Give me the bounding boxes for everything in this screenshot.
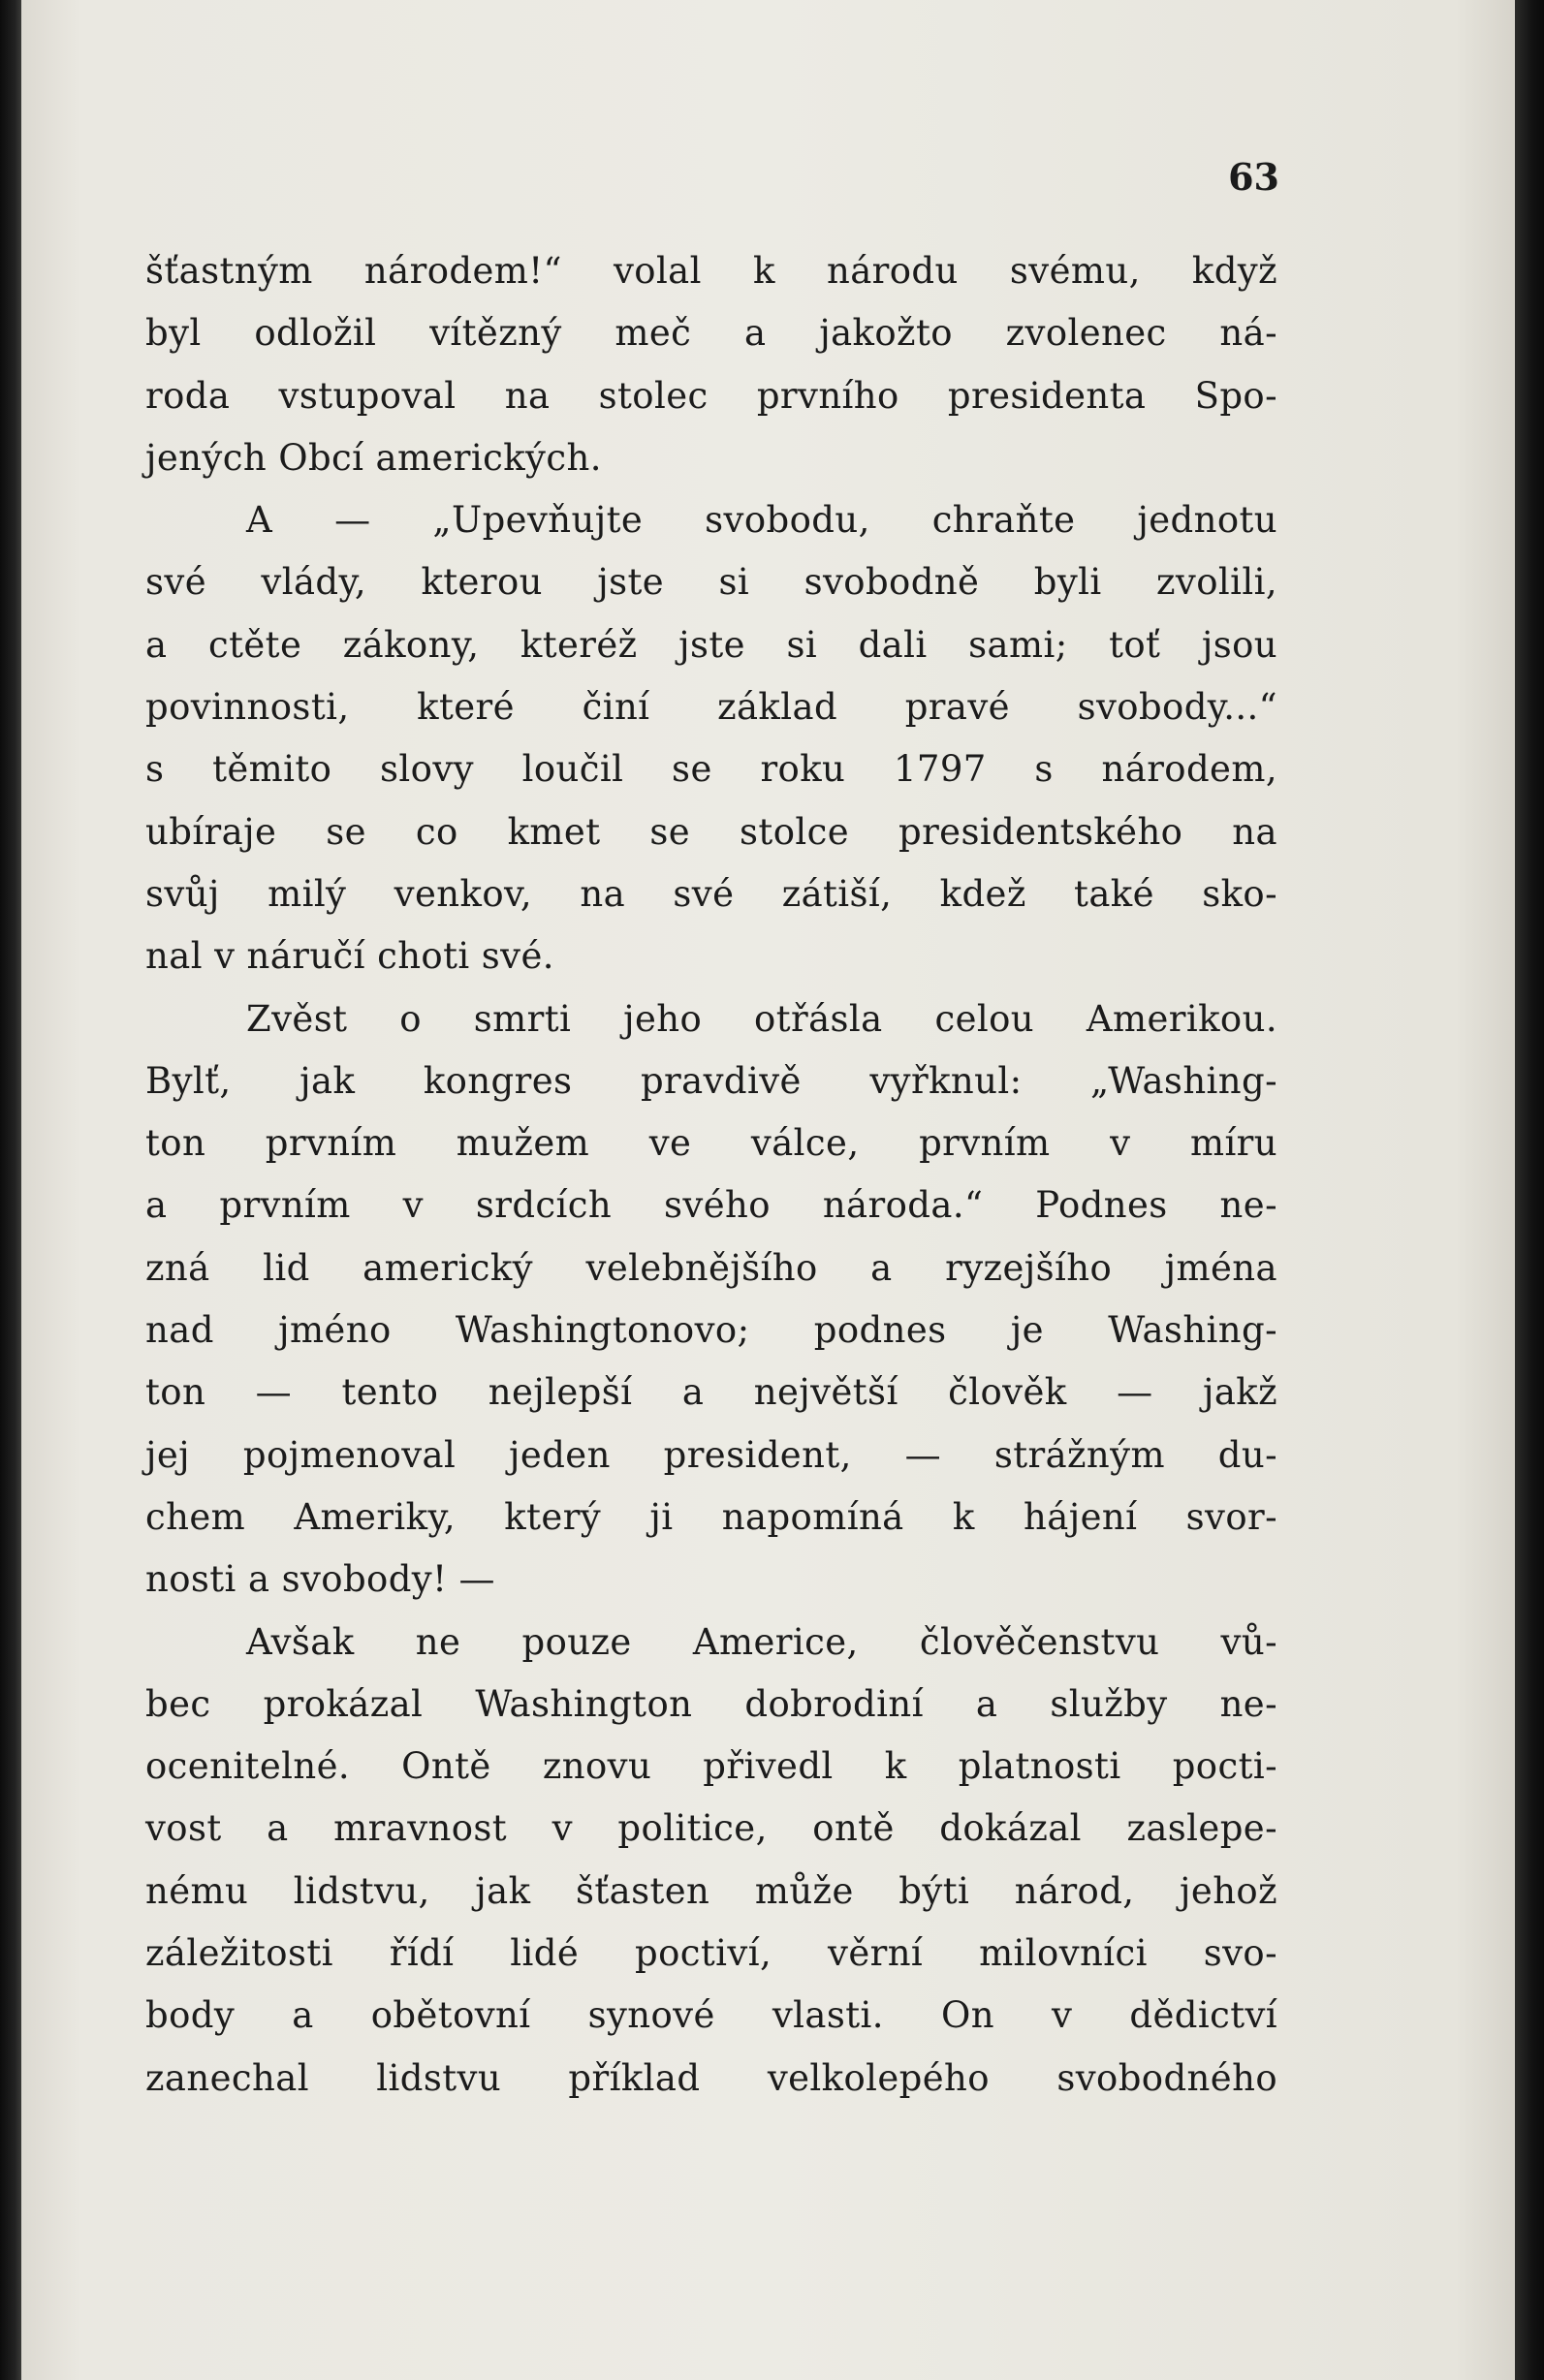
text-line: Avšak ne pouze Americe, člověčenstvu vů- bbox=[246, 1620, 1277, 1663]
text-line: roda vstupoval na stolec prvního presidenta Spo- bbox=[145, 374, 1277, 417]
text-line: chem Ameriky, který ji napomíná k hájení svor- bbox=[145, 1495, 1277, 1538]
text-line: vost a mravnost v politice, ontě dokázal zaslepe- bbox=[145, 1807, 1277, 1850]
text-line: nad jméno Washingtonovo; podnes je Washing- bbox=[145, 1309, 1277, 1352]
text-line: povinnosti, které činí základ pravé svobody...“ bbox=[145, 686, 1277, 729]
text-line: Bylť, jak kongres pravdivě vyřknul: „Washing- bbox=[145, 1059, 1277, 1102]
text-line: ubíraje se co kmet se stolce presidentského na bbox=[145, 810, 1277, 853]
text-line: a prvním v srdcích svého národa.“ Podnes ne- bbox=[145, 1184, 1277, 1227]
text-line: nal v náručí choti své. bbox=[145, 935, 554, 978]
text-line: šťastným národem!“ volal k národu svému, když bbox=[145, 250, 1277, 292]
text-line: záležitosti řídí lidé poctiví, věrní milovníci svo- bbox=[145, 1932, 1277, 1975]
text-line: body a obětovní synové vlasti. On v dědictví bbox=[145, 1994, 1277, 2037]
text-line: svůj milý venkov, na své zátiší, kdež také sko- bbox=[145, 872, 1277, 915]
text-line: ocenitelné. Ontě znovu přivedl k platnosti pocti- bbox=[145, 1745, 1277, 1788]
text-line: s těmito slovy loučil se roku 1797 s národem, bbox=[145, 748, 1277, 791]
text-line: byl odložil vítězný meč a jakožto zvolenec ná- bbox=[145, 312, 1277, 355]
text-line: nosti a svobody! — bbox=[145, 1558, 495, 1601]
text-line: zanechal lidstvu příklad velkolepého svobodného bbox=[145, 2056, 1277, 2099]
text-line: nému lidstvu, jak šťasten může býti národ, jehož bbox=[145, 1869, 1277, 1912]
text-line: jej pojmenoval jeden president, — strážným du- bbox=[145, 1433, 1277, 1476]
text-line: a ctěte zákony, kteréž jste si dali sami; toť jsou bbox=[145, 623, 1277, 666]
text-line: Zvěst o smrti jeho otřásla celou Amerikou. bbox=[246, 997, 1277, 1040]
text-line: ton — tento nejlepší a největší člověk — jakž bbox=[145, 1371, 1277, 1414]
body-text bbox=[145, 240, 1277, 2110]
page-number: 63 bbox=[1228, 155, 1279, 199]
text-line: zná lid americký velebnějšího a ryzejšího jména bbox=[145, 1246, 1277, 1289]
book-spine-shadow bbox=[0, 0, 21, 2380]
text-line: bec prokázal Washington dobrodiní a služby ne- bbox=[145, 1682, 1277, 1725]
text-line: ton prvním mužem ve válce, prvním v míru bbox=[145, 1122, 1277, 1165]
text-line: A — „Upevňujte svobodu, chraňte jednotu bbox=[246, 499, 1277, 542]
text-line: jených Obcí amerických. bbox=[145, 436, 602, 479]
page-edge-shadow bbox=[1515, 0, 1544, 2380]
text-line: své vlády, kterou jste si svobodně byli zvolili, bbox=[145, 561, 1277, 604]
